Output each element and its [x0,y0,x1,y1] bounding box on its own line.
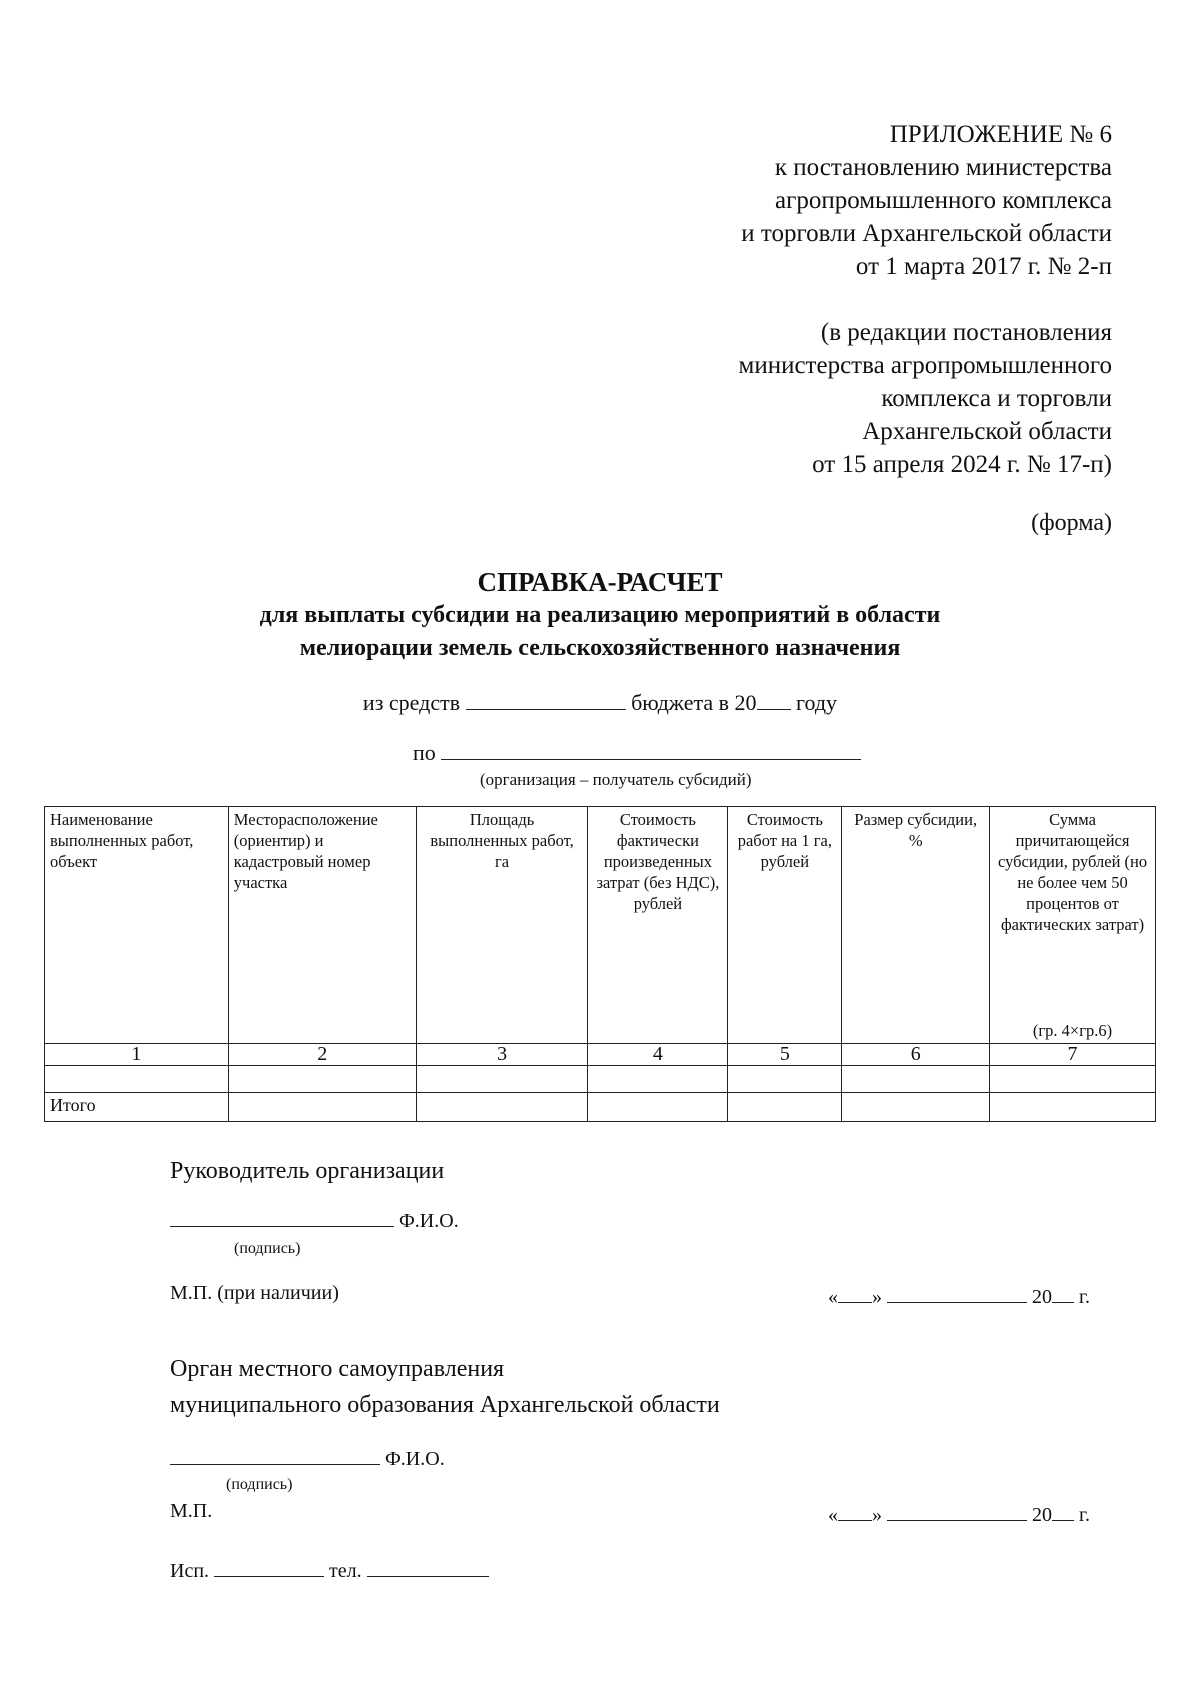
column-number: 3 [416,1044,588,1066]
edition-note [739,316,1113,481]
local-gov-date-year-field[interactable] [1052,1520,1074,1521]
appendix-line: к постановлению министерства [774,154,1112,181]
phone-field[interactable] [367,1576,489,1577]
local-gov-title-2: муниципального образования Архангельской области [170,1392,720,1418]
table-row [45,1066,1156,1093]
budget-type-field[interactable] [466,709,626,710]
date-quote-close: » [872,1286,882,1308]
table-header-text: Сумма причитающейся субсидии, рублей (но не более чем 50 процентов от фактических затрат) [997,810,1148,934]
calculation-table [44,806,1156,1122]
table-header-formula: (гр. 4×гр.6) [1032,1021,1113,1040]
form-mark: (форма) [1031,510,1112,536]
edition-line: комплекса и торговли [881,385,1112,412]
head-title: Руководитель организации [170,1158,445,1184]
table-header-cell: Месторасположение (ориентир) и кадастровый номер участка [228,807,416,1044]
budget-middle: бюджета в 20 [631,690,757,715]
table-cell[interactable] [728,1093,842,1122]
executor-field[interactable] [214,1576,324,1577]
head-sign-caption: (подпись) [234,1240,301,1257]
budget-suffix: году [796,690,838,715]
table-cell[interactable] [416,1066,588,1093]
table-cell[interactable] [228,1093,416,1122]
organization-prefix: по [413,740,436,765]
table-total-row [45,1093,1156,1122]
head-signature-line [170,1210,459,1233]
date-year: 20 [1032,1504,1052,1526]
table-cell[interactable] [416,1093,588,1122]
title-line-1: для выплаты субсидии на реализацию мероприятий в области [259,602,941,628]
table-cell[interactable] [588,1066,728,1093]
table-header-cell: Размер субсидии, % [842,807,990,1044]
local-gov-date [828,1504,1090,1527]
appendix-line: и торговли Архангельской области [741,220,1112,247]
head-date-month-field[interactable] [887,1302,1027,1303]
budget-line [0,690,1200,716]
date-quote-close: » [872,1504,882,1526]
local-gov-date-month-field[interactable] [887,1520,1027,1521]
head-date [828,1286,1090,1309]
edition-date: от 15 апреля 2024 г. № 17-п) [812,451,1112,478]
local-gov-title-1: Орган местного самоуправления [170,1356,505,1382]
table-cell[interactable] [45,1066,229,1093]
phone-label: тел. [329,1560,362,1582]
head-signature-field[interactable] [170,1226,394,1227]
document-title [0,565,1200,665]
column-number: 1 [45,1044,229,1066]
title-line-2: мелиорации земель сельскохозяйственного назначения [299,635,901,661]
table-cell[interactable] [588,1093,728,1122]
date-year-suffix: г. [1079,1286,1090,1308]
date-year-suffix: г. [1079,1504,1090,1526]
date-quote-open: « [828,1504,838,1526]
appendix-line: агропромышленного комплекса [774,187,1112,214]
organization-field[interactable] [441,759,861,760]
table-header-cell [990,807,1156,1044]
title-main: СПРАВКА-РАСЧЕТ [477,567,723,597]
edition-line: министерства агропромышленного [738,352,1112,379]
executor-line [170,1560,489,1583]
table-cell[interactable] [728,1066,842,1093]
table-cell[interactable] [228,1066,416,1093]
local-gov-signature-line [170,1448,445,1471]
appendix-number: ПРИЛОЖЕНИЕ № 6 [889,121,1112,148]
table-cell[interactable] [842,1093,990,1122]
organization-line [413,740,861,766]
head-date-day-field[interactable] [838,1302,872,1303]
table-header-cell: Площадь выполненных работ, га [416,807,588,1044]
head-fio: Ф.И.О. [399,1210,459,1232]
local-gov-stamp: М.П. [170,1500,213,1522]
head-stamp: М.П. (при наличии) [170,1282,339,1304]
edition-line: (в редакции постановления [820,319,1112,346]
table-header-cell: Стоимость работ на 1 га, рублей [728,807,842,1044]
table-header-cell: Наименование выполненных работ, объект [45,807,229,1044]
date-quote-open: « [828,1286,838,1308]
local-gov-fio: Ф.И.О. [385,1448,445,1470]
date-year: 20 [1032,1286,1052,1308]
column-number: 2 [228,1044,416,1066]
appendix-header [741,118,1112,283]
table-cell[interactable] [990,1066,1156,1093]
column-number: 7 [990,1044,1156,1066]
organization-caption: (организация – получатель субсидий) [480,770,752,789]
executor-label: Исп. [170,1560,210,1582]
column-number: 4 [588,1044,728,1066]
budget-year-field[interactable] [757,709,791,710]
column-number: 6 [842,1044,990,1066]
appendix-date: от 1 марта 2017 г. № 2-п [855,253,1112,280]
budget-prefix: из средств [362,690,461,715]
head-date-year-field[interactable] [1052,1302,1074,1303]
table-cell[interactable] [990,1093,1156,1122]
local-gov-date-day-field[interactable] [838,1520,872,1521]
local-gov-sign-caption: (подпись) [226,1476,293,1493]
edition-line: Архангельской области [862,418,1112,445]
table-cell[interactable] [842,1066,990,1093]
table-header-row [45,807,1156,1044]
column-number: 5 [728,1044,842,1066]
table-header-cell: Стоимость фактически произведенных затрат (без НДС), рублей [588,807,728,1044]
column-number-row [45,1044,1156,1066]
total-label: Итого [45,1093,229,1122]
local-gov-signature-field[interactable] [170,1464,380,1465]
